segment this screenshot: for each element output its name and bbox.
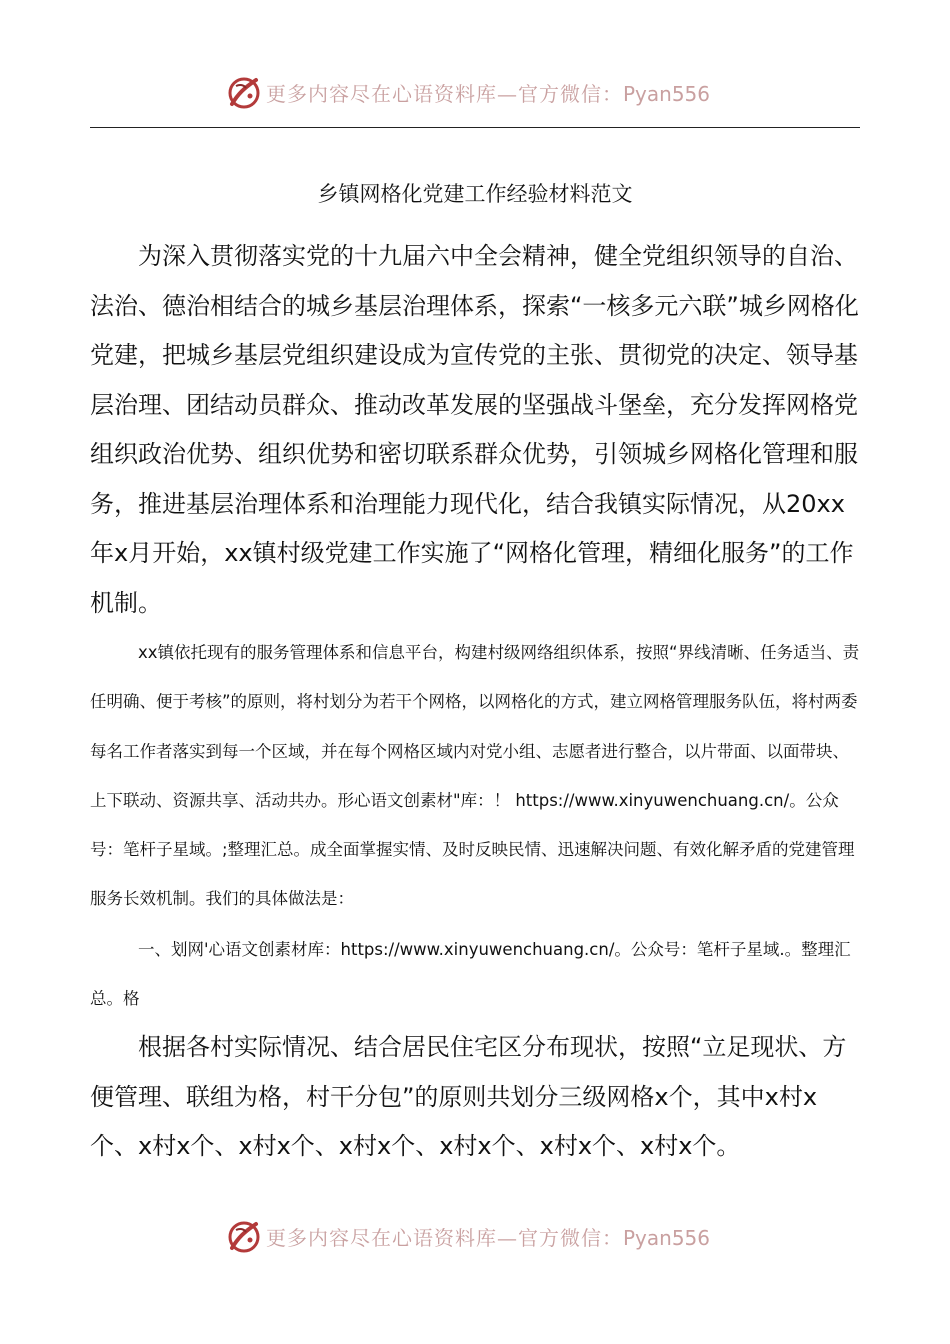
header-watermark [0, 72, 950, 112]
section-heading-1: 一、划网'心语文创素材库：https://www.xinyuwenchuang.cn/。公众号：笔杆子星域.。整理汇总。格 [90, 940, 851, 1009]
header-divider [90, 127, 860, 128]
body-paragraph-3: 根据各村实际情况、结合居民住宅区分布现状，按照“立足现状、方便管理、联组为格，村干分包”的原则共划分三级网格x个，其中x村x个、x村x个、x村x个、x村x个、x村x个、x村x个、x村x个。 [90, 1033, 847, 1160]
body-paragraph-2: xx镇依托现有的服务管理体系和信息平台，构建村级网络组织体系，按照“界线清晰、任务适当、责任明确、便于考核”的原则，将村划分为若干个网格，以网格化的方式，建立网格管理服务队伍，将村两委每名工作者落实到每一个区域，并在每个网格区域内对党小组、志愿者进行整合，以片带面、以面带块、上下联动、资源共享、活动共办。形心语文创素材"库：！ https://www.xinyuwenchuang.cn/。公众号：笔杆子星域。;整理汇总。成全面掌握实情、及时反映民情、迅速解决问题、有效化解矛盾的党建管理服务长效机制。我们的具体做法是： [90, 643, 860, 909]
footer-watermark [0, 1216, 950, 1256]
watermark-text: 更多内容尽在心语资料库—官方微信：Pyan556 [266, 1225, 711, 1250]
watermark-text: 更多内容尽在心语资料库—官方微信：Pyan556 [266, 81, 711, 106]
page-title: 乡镇网格化党建工作经验材料范文 [317, 182, 633, 206]
brush-logo-icon [226, 1218, 262, 1254]
brush-logo-icon [226, 74, 262, 110]
body-paragraph-1: 为深入贯彻落实党的十九届六中全会精神，健全党组织领导的自治、法治、德治相结合的城乡基层治理体系，探索“一核多元六联”城乡网格化党建，把城乡基层党组织建设成为宣传党的主张、贯彻党的决定、领导基层治理、团结动员群众、推动改革发展的坚强战斗堡垒，充分发挥网格党组织政治优势、组织优势和密切联系群众优势，引领城乡网格化管理和服务，推进基层治理体系和治理能力现代化，结合我镇实际情况，从20xx年x月开始，xx镇村级党建工作实施了“网格化管理，精细化服务”的工作机制。 [90, 242, 859, 617]
